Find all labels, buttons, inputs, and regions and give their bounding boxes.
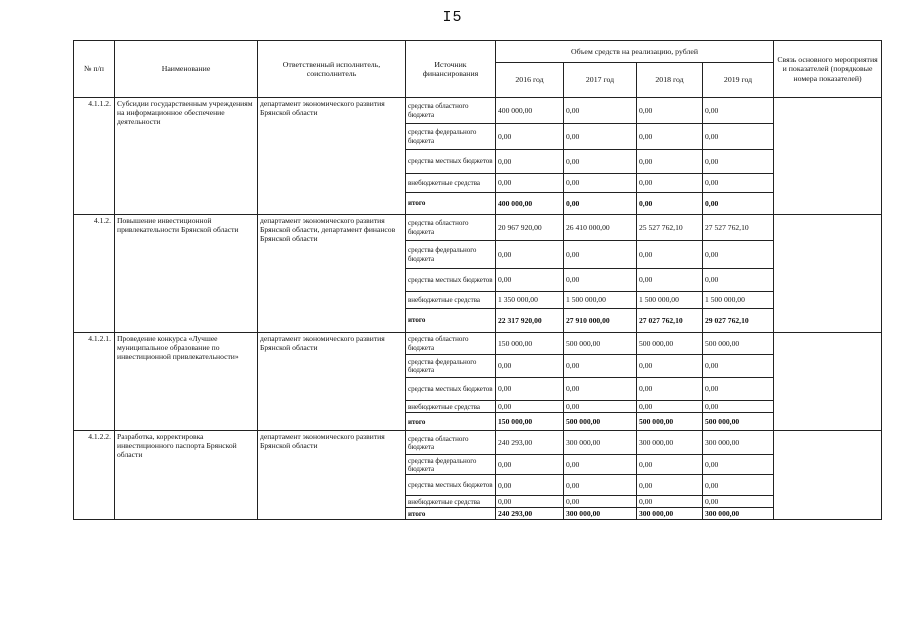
item-number: 4.1.2.2. <box>74 431 115 520</box>
funding-source: внебюджетные средства <box>406 292 496 309</box>
amount-cell: 0,00 <box>564 496 637 508</box>
amount-cell: 0,00 <box>703 378 774 401</box>
amount-cell: 0,00 <box>637 496 703 508</box>
amount-cell: 0,00 <box>703 401 774 413</box>
item-number: 4.1.2. <box>74 215 115 333</box>
amount-cell: 0,00 <box>564 193 637 215</box>
indicator-link <box>774 215 882 333</box>
funding-source: средства областного бюджета <box>406 431 496 455</box>
table-row <box>74 215 882 241</box>
indicator-link <box>774 333 882 431</box>
amount-cell: 0,00 <box>637 193 703 215</box>
amount-cell: 300 000,00 <box>637 508 703 520</box>
funding-source: итого <box>406 193 496 215</box>
amount-cell: 27 027 762,10 <box>637 309 703 333</box>
indicator-link <box>774 98 882 215</box>
item-number: 4.1.1.2. <box>74 98 115 215</box>
amount-cell: 0,00 <box>496 150 564 174</box>
funding-source: средства местных бюджетов <box>406 475 496 496</box>
funding-source: внебюджетные средства <box>406 174 496 193</box>
amount-cell: 0,00 <box>637 378 703 401</box>
amount-cell: 150 000,00 <box>496 333 564 355</box>
amount-cell: 22 317 920,00 <box>496 309 564 333</box>
header-year-2017: 2017 год <box>564 63 637 98</box>
amount-cell: 1 500 000,00 <box>564 292 637 309</box>
amount-cell: 0,00 <box>637 124 703 150</box>
amount-cell: 500 000,00 <box>703 413 774 431</box>
amount-cell: 0,00 <box>703 150 774 174</box>
amount-cell: 0,00 <box>564 455 637 475</box>
funding-source: итого <box>406 508 496 520</box>
amount-cell: 300 000,00 <box>564 508 637 520</box>
funding-source: средства федерального бюджета <box>406 241 496 269</box>
item-name: Разработка, корректировка инвестиционного паспорта Брянской области <box>115 431 258 520</box>
amount-cell: 300 000,00 <box>637 431 703 455</box>
amount-cell: 0,00 <box>703 455 774 475</box>
amount-cell: 1 500 000,00 <box>637 292 703 309</box>
amount-cell: 0,00 <box>703 193 774 215</box>
amount-cell: 29 027 762,10 <box>703 309 774 333</box>
amount-cell: 240 293,00 <box>496 508 564 520</box>
amount-cell: 150 000,00 <box>496 413 564 431</box>
amount-cell: 0,00 <box>496 401 564 413</box>
header-year-2016: 2016 год <box>496 63 564 98</box>
amount-cell: 0,00 <box>564 98 637 124</box>
amount-cell: 0,00 <box>496 496 564 508</box>
amount-cell: 400 000,00 <box>496 193 564 215</box>
funding-source: внебюджетные средства <box>406 401 496 413</box>
amount-cell: 0,00 <box>703 124 774 150</box>
amount-cell: 0,00 <box>637 241 703 269</box>
amount-cell: 0,00 <box>496 124 564 150</box>
table-row <box>74 98 882 124</box>
funding-source: средства областного бюджета <box>406 215 496 241</box>
funding-source: средства федерального бюджета <box>406 455 496 475</box>
amount-cell: 0,00 <box>564 355 637 378</box>
header-link: Связь основного мероприятия и показателей (порядковые номера показателей) <box>774 41 882 98</box>
amount-cell: 20 967 920,00 <box>496 215 564 241</box>
header-num: № п/п <box>74 41 115 98</box>
amount-cell: 0,00 <box>703 496 774 508</box>
indicator-link <box>774 431 882 520</box>
amount-cell: 400 000,00 <box>496 98 564 124</box>
amount-cell: 0,00 <box>564 475 637 496</box>
table-body <box>74 98 882 520</box>
amount-cell: 0,00 <box>564 174 637 193</box>
funding-source: внебюджетные средства <box>406 496 496 508</box>
funding-source: итого <box>406 309 496 333</box>
amount-cell: 27 527 762,10 <box>703 215 774 241</box>
amount-cell: 1 350 000,00 <box>496 292 564 309</box>
amount-cell: 0,00 <box>637 269 703 292</box>
funding-source: средства областного бюджета <box>406 333 496 355</box>
amount-cell: 300 000,00 <box>564 431 637 455</box>
amount-cell: 0,00 <box>564 241 637 269</box>
amount-cell: 0,00 <box>703 269 774 292</box>
funding-source: средства местных бюджетов <box>406 269 496 292</box>
amount-cell: 1 500 000,00 <box>703 292 774 309</box>
funding-source: итого <box>406 413 496 431</box>
amount-cell: 0,00 <box>496 355 564 378</box>
amount-cell: 0,00 <box>703 98 774 124</box>
amount-cell: 0,00 <box>564 269 637 292</box>
amount-cell: 0,00 <box>637 174 703 193</box>
header-source: Источник финансирования <box>406 41 496 98</box>
funding-source: средства местных бюджетов <box>406 378 496 401</box>
amount-cell: 0,00 <box>496 269 564 292</box>
header-name: Наименование <box>115 41 258 98</box>
amount-cell: 26 410 000,00 <box>564 215 637 241</box>
amount-cell: 25 527 762,10 <box>637 215 703 241</box>
amount-cell: 500 000,00 <box>703 333 774 355</box>
amount-cell: 0,00 <box>703 241 774 269</box>
item-name: Проведение конкурса «Лучшее муниципальное образование по инвестиционной привлекательности» <box>115 333 258 431</box>
amount-cell: 0,00 <box>496 241 564 269</box>
page-number: I5 <box>442 9 463 26</box>
amount-cell: 0,00 <box>703 355 774 378</box>
amount-cell: 0,00 <box>564 124 637 150</box>
amount-cell: 240 293,00 <box>496 431 564 455</box>
header-year-2018: 2018 год <box>637 63 703 98</box>
amount-cell: 27 910 000,00 <box>564 309 637 333</box>
item-executor: департамент экономического развития Брянской области <box>258 98 406 215</box>
amount-cell: 500 000,00 <box>564 333 637 355</box>
item-name: Субсидии государственным учреждениям на информационное обеспечение деятельности <box>115 98 258 215</box>
header-executor: Ответственный исполнитель, соисполнитель <box>258 41 406 98</box>
header-year-2019: 2019 год <box>703 63 774 98</box>
item-number: 4.1.2.1. <box>74 333 115 431</box>
amount-cell: 500 000,00 <box>637 413 703 431</box>
funding-source: средства федерального бюджета <box>406 355 496 378</box>
amount-cell: 0,00 <box>637 98 703 124</box>
amount-cell: 0,00 <box>496 475 564 496</box>
amount-cell: 500 000,00 <box>637 333 703 355</box>
table-header <box>74 41 882 98</box>
amount-cell: 0,00 <box>496 455 564 475</box>
funding-source: средства областного бюджета <box>406 98 496 124</box>
funding-source: средства местных бюджетов <box>406 150 496 174</box>
amount-cell: 0,00 <box>564 378 637 401</box>
amount-cell: 0,00 <box>496 174 564 193</box>
amount-cell: 0,00 <box>564 401 637 413</box>
table-row <box>74 431 882 455</box>
amount-cell: 0,00 <box>496 378 564 401</box>
item-name: Повышение инвестиционной привлекательности Брянской области <box>115 215 258 333</box>
header-volume: Объем средств на реализацию, рублей <box>496 41 774 63</box>
funding-source: средства федерального бюджета <box>406 124 496 150</box>
amount-cell: 0,00 <box>637 455 703 475</box>
item-executor: департамент экономического развития Брянской области <box>258 333 406 431</box>
amount-cell: 300 000,00 <box>703 508 774 520</box>
budget-table <box>73 40 882 520</box>
amount-cell: 300 000,00 <box>703 431 774 455</box>
amount-cell: 0,00 <box>564 150 637 174</box>
amount-cell: 0,00 <box>637 150 703 174</box>
table-row <box>74 333 882 355</box>
amount-cell: 0,00 <box>637 401 703 413</box>
amount-cell: 0,00 <box>637 475 703 496</box>
amount-cell: 0,00 <box>703 174 774 193</box>
amount-cell: 0,00 <box>703 475 774 496</box>
amount-cell: 500 000,00 <box>564 413 637 431</box>
amount-cell: 0,00 <box>637 355 703 378</box>
item-executor: департамент экономического развития Брянской области, департамент финансов Брянской области <box>258 215 406 333</box>
item-executor: департамент экономического развития Брянской области <box>258 431 406 520</box>
